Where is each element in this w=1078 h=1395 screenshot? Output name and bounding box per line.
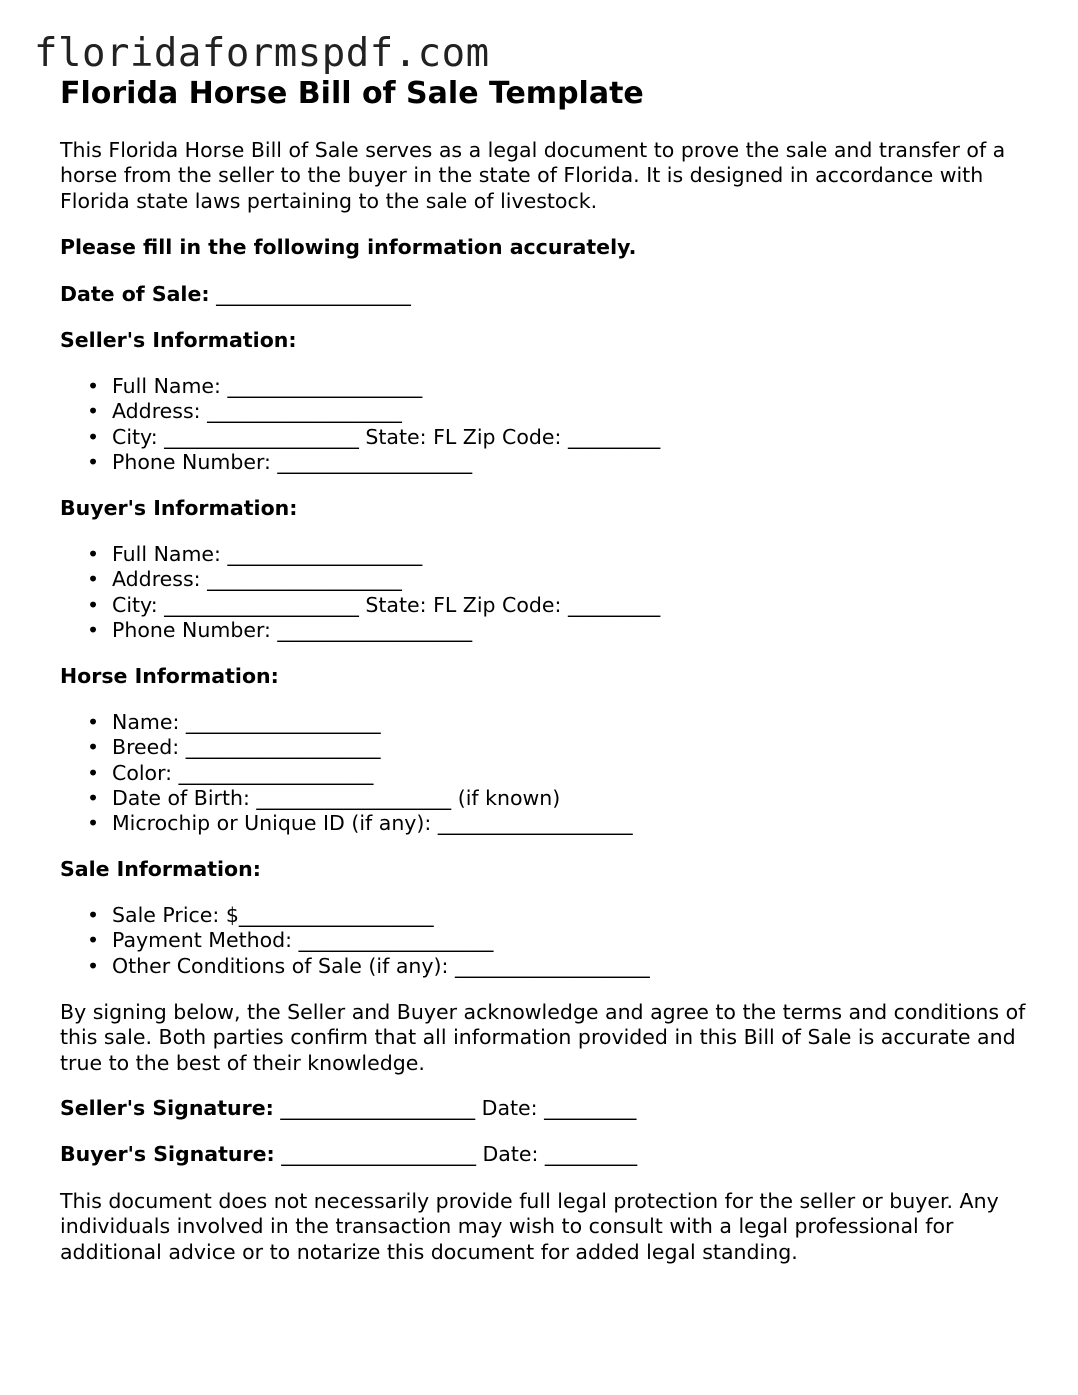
horse-info-list [60,710,633,836]
list-item: • Date of Birth: ___________________ (if known) [60,786,633,811]
instruction-text: Please fill in the following information accurately. [60,235,637,259]
acknowledgement-paragraph: By signing below, the Seller and Buyer acknowledge and agree to the terms and conditions of this sale. Both parties confirm that all information provided in this Bill of Sale is accurate and true to the best of their knowledge. [60,1000,1026,1075]
list-item: • Phone Number: ___________________ [60,618,660,643]
list-item: • Full Name: ___________________ [60,374,660,399]
list-item: • Address: ___________________ [60,567,660,592]
seller-signature-blanks: ___________________ Date: _________ [280,1096,637,1120]
disclaimer-paragraph: This document does not necessarily provide full legal protection for the seller or buyer. Any individuals involved in the transaction may wish to consult with a legal professional for additional advice or to notarize this document for added legal standing. [60,1189,999,1264]
intro-paragraph: This Florida Horse Bill of Sale serves as a legal document to prove the sale and transfer of a horse from the seller to the buyer in the state of Florida. It is designed in accordance with Florida state laws pertaining to the sale of livestock. [60,138,1006,213]
horse-section-heading: Horse Information: [60,664,279,688]
date-of-sale-label: Date of Sale: [60,282,210,306]
list-item: • Other Conditions of Sale (if any): ___________________ [60,954,650,979]
seller-section-heading: Seller's Information: [60,328,297,352]
buyer-signature-line [60,1142,1035,1167]
list-item: • Name: ___________________ [60,710,633,735]
date-of-sale-line [60,282,1035,307]
seller-signature-line [60,1096,1035,1121]
document-title: Florida Horse Bill of Sale Template [60,76,644,111]
list-item: • Sale Price: $___________________ [60,903,650,928]
list-item: • Breed: ___________________ [60,735,633,760]
sale-info-list [60,903,650,979]
date-of-sale-blank: ___________________ [216,282,411,306]
list-item: • Address: ___________________ [60,399,660,424]
list-item: • Full Name: ___________________ [60,542,660,567]
list-item: • City: ___________________ State: FL Zip Code: _________ [60,425,660,450]
list-item: • Phone Number: ___________________ [60,450,660,475]
list-item: • City: ___________________ State: FL Zip Code: _________ [60,593,660,618]
list-item: • Microchip or Unique ID (if any): ___________________ [60,811,633,836]
watermark-logo-text: floridaformspdf.com [34,31,490,76]
seller-info-list [60,374,660,475]
list-item: • Color: ___________________ [60,761,633,786]
sale-section-heading: Sale Information: [60,857,261,881]
list-item: • Payment Method: ___________________ [60,928,650,953]
buyer-section-heading: Buyer's Information: [60,496,298,520]
buyer-signature-label: Buyer's Signature: [60,1142,275,1166]
seller-signature-label: Seller's Signature: [60,1096,274,1120]
buyer-info-list [60,542,660,643]
buyer-signature-blanks: ___________________ Date: _________ [281,1142,638,1166]
